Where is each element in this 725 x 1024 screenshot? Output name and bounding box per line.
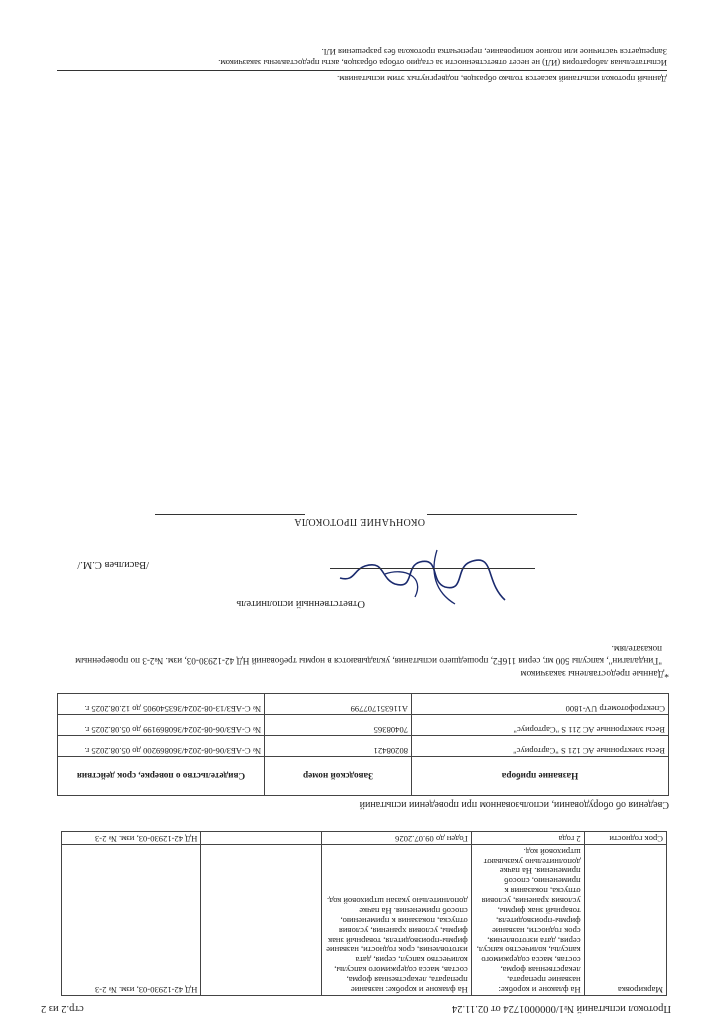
handwritten-signature [325, 542, 525, 612]
table-row [58, 694, 669, 715]
signer-label: Ответственный исполнитель [236, 598, 365, 609]
divider [427, 514, 577, 515]
signature-line [330, 568, 535, 569]
spec-table [61, 831, 667, 996]
spec-result: Годен до 09.07.2026 [322, 832, 471, 845]
equipment-section-title: Сведения об оборудовании, использованном при проведении испытаний [359, 799, 669, 810]
table-row [62, 832, 667, 845]
device-certificate: № С-АБЗ/06-08-2024/360869199 до 05.08.2025 г. [58, 715, 265, 736]
spec-conclusion [201, 844, 322, 995]
protocol-number: Протокол испытаний №1/0000001724 от 02.11.24 [452, 1003, 671, 1014]
end-of-protocol: ОКОНЧАНИЕ ПРОТОКОЛА [293, 516, 425, 527]
spec-conclusion [201, 832, 322, 845]
table-row [62, 844, 667, 995]
disclaimer-line-3: Запрещается частичное или полное копирование, перепечатка протокола без разрешения ИЛ. [321, 46, 667, 57]
spec-name: Срок годности [584, 832, 666, 845]
spec-result: На флаконе и коробке: название препарата, лекарственная форма, состав, масса содержимого капсулы, количество капсул, серия, дата изготовления, срок годности, название фирмы-производителя, товарный знак фирмы, условия хранения, условия отпуска, показания к применению, способ применения. На пачке дополнительно указан штриховой код. [322, 844, 471, 995]
page-number: стр.2 из 2 [41, 1003, 84, 1014]
footnote-title: *Данные предоставлены заказчиком [520, 668, 669, 679]
header-certificate: Свидетельство о поверке, срок действия [58, 757, 265, 796]
header-device: Название прибора [412, 757, 669, 796]
device-serial: 80208421 [265, 736, 412, 757]
device-name: Спектрофотометр UV-1800 [412, 694, 669, 715]
table-row [58, 715, 669, 736]
device-certificate: № С-АБЗ/06-08-2024/360869200 до 05.08.2025 г. [58, 736, 265, 757]
footnote-text: "Гиндалагин", капсулы 500 мг, серия 116F2, прошедшего испытания, укладываются в нормы требований НД 42-12930-03, изм. №2-3 по проверенным показателям. [75, 644, 662, 666]
equipment-table [57, 693, 669, 796]
device-name: Весы электронные АС 211 S "Сарториус" [412, 715, 669, 736]
disclaimer-line-1: Данный протокол испытаний касается только образцов, подвергнутых этим испытаниям. [337, 74, 667, 84]
disclaimer [57, 45, 667, 84]
device-serial: A116351707799 [265, 694, 412, 715]
table-header-row [58, 757, 669, 796]
device-name: Весы электронные АС 121 S "Сарториус" [412, 736, 669, 757]
divider [155, 514, 305, 515]
spec-nd: НД 42-12930-03, изм. № 2-3 [62, 844, 201, 995]
signer-name: /Васильев С.М./ [77, 559, 149, 570]
device-certificate: № С-АБЗ/13-08-2024/363540905 до 12.08.2025 г. [58, 694, 265, 715]
header-serial: Заводской номер [265, 757, 412, 796]
table-row [58, 736, 669, 757]
spec-requirement: 2 года [471, 832, 584, 845]
spec-name: Маркировка [584, 844, 666, 995]
divider [57, 70, 667, 71]
spec-requirement: На флаконе и коробке: название препарата, лекарственная форма, состав, масса содержимого капсулы, количество капсул, серия, дата изготовления, срок годности, название фирмы-производителя, товарный знак фирмы, условия хранения, условия отпуска, показания к применению, способ применения. На пачке дополнительно указывают штриховой код. [471, 844, 584, 995]
device-serial: 70408365 [265, 715, 412, 736]
spec-nd: НД 42-12930-03, изм. № 2-3 [62, 832, 201, 845]
disclaimer-line-2: Испытательная лаборатория (ИЛ) не несет ответственности за стадию отбора образцов, акты предоставлены заказчиком. [218, 58, 667, 69]
